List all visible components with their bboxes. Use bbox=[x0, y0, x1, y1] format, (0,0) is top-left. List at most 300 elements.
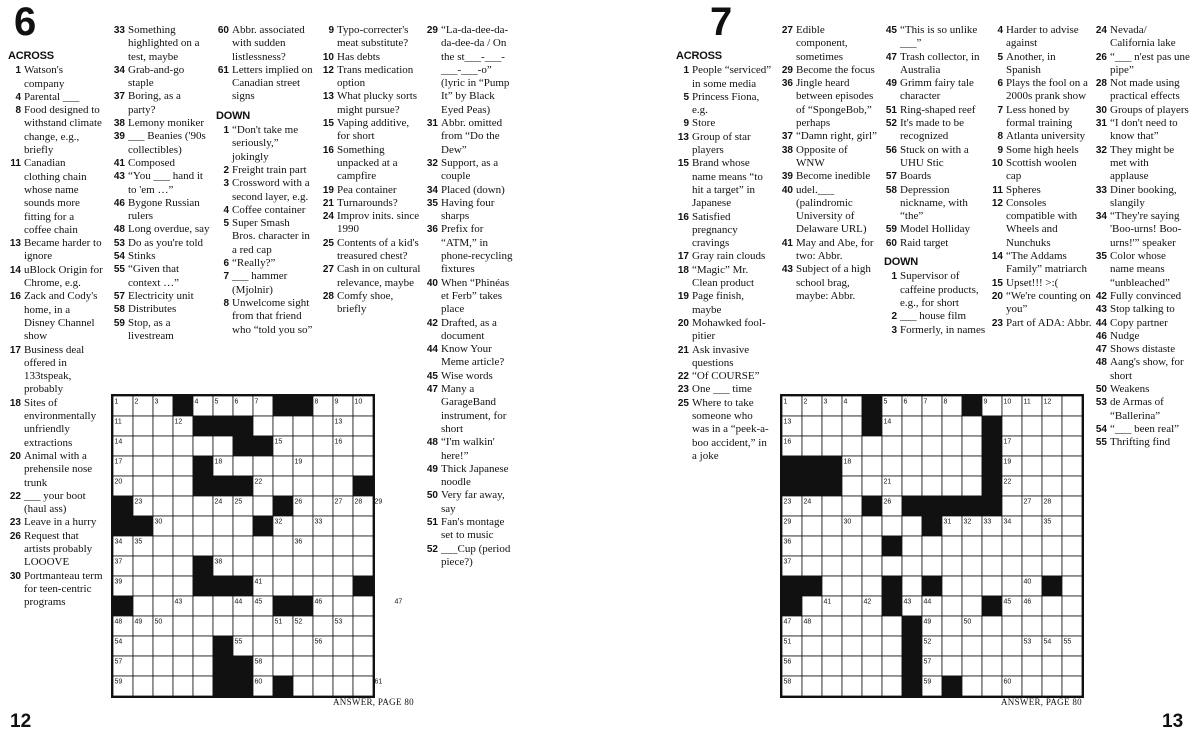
right-down-clue-26[interactable] bbox=[1094, 51, 1190, 78]
right-down-clue-8[interactable] bbox=[990, 130, 1092, 143]
left-across-clue-4[interactable] bbox=[8, 91, 104, 104]
answer-cell[interactable] bbox=[822, 616, 842, 636]
left-down-clue-10[interactable] bbox=[321, 51, 421, 64]
right-down-clue-6[interactable] bbox=[990, 77, 1092, 104]
answer-cell[interactable] bbox=[1042, 476, 1062, 496]
answer-cell[interactable] bbox=[962, 536, 982, 556]
answer-cell[interactable] bbox=[353, 656, 373, 676]
right-across-clue-38[interactable] bbox=[780, 144, 878, 171]
right-down-clue-35[interactable] bbox=[1094, 250, 1190, 290]
left-across-clue-48[interactable] bbox=[112, 223, 210, 236]
right-down-clue-53[interactable] bbox=[1094, 396, 1190, 423]
answer-cell[interactable] bbox=[1022, 676, 1042, 696]
answer-cell[interactable] bbox=[133, 416, 153, 436]
answer-cell[interactable] bbox=[333, 576, 353, 596]
right-across-clue-39[interactable] bbox=[780, 170, 878, 183]
answer-cell[interactable] bbox=[153, 596, 173, 616]
answer-cell[interactable] bbox=[1062, 536, 1082, 556]
left-across-clue-58[interactable] bbox=[112, 303, 210, 316]
left-across-clue-11[interactable] bbox=[8, 157, 104, 237]
right-down-clue-47[interactable] bbox=[1094, 343, 1190, 356]
answer-cell[interactable] bbox=[942, 436, 962, 456]
answer-cell[interactable] bbox=[862, 576, 882, 596]
answer-cell[interactable] bbox=[802, 596, 822, 616]
left-down-clue-2[interactable] bbox=[216, 164, 316, 177]
answer-cell[interactable] bbox=[862, 456, 882, 476]
answer-cell[interactable] bbox=[902, 536, 922, 556]
answer-cell[interactable] bbox=[333, 476, 353, 496]
left-across-clue-1[interactable] bbox=[8, 64, 104, 91]
answer-cell[interactable] bbox=[922, 416, 942, 436]
right-down-clue-44[interactable] bbox=[1094, 317, 1190, 330]
answer-cell[interactable] bbox=[942, 656, 962, 676]
answer-cell[interactable] bbox=[842, 556, 862, 576]
answer-cell[interactable] bbox=[922, 436, 942, 456]
answer-cell[interactable] bbox=[353, 636, 373, 656]
answer-cell[interactable] bbox=[962, 656, 982, 676]
answer-cell[interactable] bbox=[842, 676, 862, 696]
answer-cell[interactable] bbox=[882, 636, 902, 656]
right-across-clue-9[interactable] bbox=[676, 117, 772, 130]
answer-cell[interactable] bbox=[842, 496, 862, 516]
answer-cell[interactable] bbox=[313, 616, 333, 636]
left-down-clue-31[interactable] bbox=[425, 117, 517, 157]
right-across-clue-43[interactable] bbox=[780, 263, 878, 303]
answer-cell[interactable] bbox=[882, 516, 902, 536]
left-down-clue-6[interactable] bbox=[216, 257, 316, 270]
right-down-clue-15[interactable] bbox=[990, 277, 1092, 290]
answer-cell[interactable] bbox=[862, 436, 882, 456]
answer-cell[interactable] bbox=[1002, 496, 1022, 516]
answer-cell[interactable] bbox=[153, 456, 173, 476]
left-across-clue-46[interactable] bbox=[112, 197, 210, 224]
answer-cell[interactable] bbox=[1062, 596, 1082, 616]
answer-cell[interactable] bbox=[133, 636, 153, 656]
right-across-clue-17[interactable] bbox=[676, 250, 772, 263]
answer-cell[interactable] bbox=[313, 476, 333, 496]
left-across-clue-57[interactable] bbox=[112, 290, 210, 303]
answer-cell[interactable] bbox=[942, 476, 962, 496]
answer-cell[interactable] bbox=[862, 636, 882, 656]
answer-cell[interactable] bbox=[942, 456, 962, 476]
answer-cell[interactable] bbox=[353, 436, 373, 456]
answer-cell[interactable] bbox=[133, 556, 153, 576]
answer-cell[interactable] bbox=[133, 476, 153, 496]
answer-cell[interactable] bbox=[173, 436, 193, 456]
answer-cell[interactable] bbox=[1002, 416, 1022, 436]
answer-cell[interactable] bbox=[1062, 656, 1082, 676]
answer-cell[interactable] bbox=[253, 556, 273, 576]
answer-cell[interactable] bbox=[153, 576, 173, 596]
answer-cell[interactable] bbox=[842, 576, 862, 596]
left-down-clue-8[interactable] bbox=[216, 297, 316, 337]
answer-cell[interactable] bbox=[273, 416, 293, 436]
answer-cell[interactable] bbox=[313, 576, 333, 596]
answer-cell[interactable] bbox=[233, 536, 253, 556]
answer-cell[interactable] bbox=[1022, 436, 1042, 456]
answer-cell[interactable] bbox=[942, 616, 962, 636]
answer-cell[interactable] bbox=[1022, 476, 1042, 496]
answer-cell[interactable] bbox=[1062, 576, 1082, 596]
answer-cell[interactable] bbox=[962, 676, 982, 696]
answer-cell[interactable] bbox=[962, 576, 982, 596]
answer-cell[interactable] bbox=[1062, 616, 1082, 636]
answer-cell[interactable] bbox=[213, 616, 233, 636]
answer-cell[interactable] bbox=[1042, 456, 1062, 476]
answer-cell[interactable] bbox=[882, 556, 902, 576]
answer-cell[interactable] bbox=[153, 496, 173, 516]
answer-cell[interactable] bbox=[133, 676, 153, 696]
answer-cell[interactable] bbox=[273, 456, 293, 476]
answer-cell[interactable] bbox=[1042, 556, 1062, 576]
answer-cell[interactable] bbox=[153, 416, 173, 436]
left-down-clue-34[interactable] bbox=[425, 184, 517, 197]
answer-cell[interactable] bbox=[253, 636, 273, 656]
left-down-clue-7[interactable] bbox=[216, 270, 316, 297]
right-down-clue-23[interactable] bbox=[990, 317, 1092, 330]
left-down-clue-42[interactable] bbox=[425, 317, 517, 344]
answer-cell[interactable] bbox=[862, 676, 882, 696]
right-across-clue-5[interactable] bbox=[676, 91, 772, 118]
left-down-clue-45[interactable] bbox=[425, 370, 517, 383]
answer-cell[interactable] bbox=[213, 516, 233, 536]
answer-cell[interactable] bbox=[333, 596, 353, 616]
answer-cell[interactable] bbox=[193, 516, 213, 536]
answer-cell[interactable] bbox=[1002, 536, 1022, 556]
left-down-clue-1[interactable] bbox=[216, 124, 316, 164]
answer-cell[interactable] bbox=[902, 516, 922, 536]
answer-cell[interactable] bbox=[882, 616, 902, 636]
right-across-clue-49[interactable] bbox=[884, 77, 986, 104]
answer-cell[interactable] bbox=[1062, 416, 1082, 436]
right-down-clue-46[interactable] bbox=[1094, 330, 1190, 343]
answer-cell[interactable] bbox=[1002, 576, 1022, 596]
left-across-clue-43[interactable] bbox=[112, 170, 210, 197]
answer-cell[interactable] bbox=[1062, 436, 1082, 456]
answer-cell[interactable] bbox=[962, 436, 982, 456]
answer-cell[interactable] bbox=[233, 456, 253, 476]
answer-cell[interactable] bbox=[822, 636, 842, 656]
answer-cell[interactable] bbox=[193, 656, 213, 676]
answer-cell[interactable] bbox=[193, 436, 213, 456]
answer-cell[interactable] bbox=[982, 656, 1002, 676]
left-down-clue-28[interactable] bbox=[321, 290, 421, 317]
right-across-clue-23[interactable] bbox=[676, 383, 772, 396]
right-down-clue-34[interactable] bbox=[1094, 210, 1190, 250]
answer-cell[interactable] bbox=[353, 616, 373, 636]
answer-cell[interactable] bbox=[882, 676, 902, 696]
answer-cell[interactable] bbox=[922, 556, 942, 576]
left-down-clue-15[interactable] bbox=[321, 117, 421, 144]
answer-cell[interactable] bbox=[1062, 556, 1082, 576]
answer-cell[interactable] bbox=[842, 436, 862, 456]
left-across-clue-18[interactable] bbox=[8, 397, 104, 450]
right-down-clue-20[interactable] bbox=[990, 290, 1092, 317]
right-across-clue-40[interactable] bbox=[780, 184, 878, 237]
answer-cell[interactable] bbox=[313, 676, 333, 696]
answer-cell[interactable] bbox=[1062, 676, 1082, 696]
answer-cell[interactable] bbox=[822, 496, 842, 516]
answer-cell[interactable] bbox=[1062, 476, 1082, 496]
answer-cell[interactable] bbox=[273, 476, 293, 496]
right-down-clue-24[interactable] bbox=[1094, 24, 1190, 51]
left-down-clue-36[interactable] bbox=[425, 223, 517, 276]
right-across-clue-57[interactable] bbox=[884, 170, 986, 183]
answer-cell[interactable] bbox=[1042, 656, 1062, 676]
answer-cell[interactable] bbox=[253, 456, 273, 476]
answer-cell[interactable] bbox=[942, 576, 962, 596]
right-down-clue-2[interactable] bbox=[884, 310, 986, 323]
answer-cell[interactable] bbox=[902, 576, 922, 596]
answer-cell[interactable] bbox=[293, 656, 313, 676]
left-down-clue-40[interactable] bbox=[425, 277, 517, 317]
answer-cell[interactable] bbox=[802, 536, 822, 556]
answer-cell[interactable] bbox=[173, 656, 193, 676]
answer-cell[interactable] bbox=[902, 416, 922, 436]
answer-cell[interactable] bbox=[802, 556, 822, 576]
answer-cell[interactable] bbox=[333, 656, 353, 676]
right-down-clue-42[interactable] bbox=[1094, 290, 1190, 303]
answer-cell[interactable] bbox=[333, 636, 353, 656]
right-down-clue-3[interactable] bbox=[884, 324, 986, 337]
answer-cell[interactable] bbox=[353, 596, 373, 616]
answer-cell[interactable] bbox=[862, 556, 882, 576]
answer-cell[interactable] bbox=[273, 556, 293, 576]
answer-cell[interactable] bbox=[233, 556, 253, 576]
answer-cell[interactable] bbox=[213, 596, 233, 616]
answer-cell[interactable] bbox=[862, 516, 882, 536]
left-down-clue-19[interactable] bbox=[321, 184, 421, 197]
answer-cell[interactable] bbox=[313, 436, 333, 456]
answer-cell[interactable] bbox=[313, 536, 333, 556]
left-across-clue-54[interactable] bbox=[112, 250, 210, 263]
right-across-clue-59[interactable] bbox=[884, 223, 986, 236]
answer-cell[interactable] bbox=[333, 516, 353, 536]
answer-cell[interactable] bbox=[1062, 456, 1082, 476]
right-down-clue-11[interactable] bbox=[990, 184, 1092, 197]
answer-cell[interactable] bbox=[173, 556, 193, 576]
answer-cell[interactable] bbox=[333, 556, 353, 576]
answer-cell[interactable] bbox=[293, 516, 313, 536]
answer-cell[interactable] bbox=[922, 476, 942, 496]
answer-cell[interactable] bbox=[353, 416, 373, 436]
answer-cell[interactable] bbox=[213, 436, 233, 456]
answer-cell[interactable] bbox=[802, 636, 822, 656]
answer-cell[interactable] bbox=[982, 576, 1002, 596]
left-down-clue-48[interactable] bbox=[425, 436, 517, 463]
answer-cell[interactable] bbox=[982, 536, 1002, 556]
answer-cell[interactable] bbox=[353, 536, 373, 556]
right-across-clue-41[interactable] bbox=[780, 237, 878, 264]
right-across-clue-21[interactable] bbox=[676, 344, 772, 371]
answer-cell[interactable] bbox=[233, 516, 253, 536]
answer-cell[interactable] bbox=[1042, 536, 1062, 556]
left-down-clue-27[interactable] bbox=[321, 263, 421, 290]
answer-cell[interactable] bbox=[193, 636, 213, 656]
right-down-clue-1[interactable] bbox=[884, 270, 986, 310]
right-across-clue-45[interactable] bbox=[884, 24, 986, 51]
answer-cell[interactable] bbox=[293, 676, 313, 696]
answer-cell[interactable] bbox=[842, 636, 862, 656]
answer-cell[interactable] bbox=[802, 676, 822, 696]
left-across-clue-20[interactable] bbox=[8, 450, 104, 490]
answer-cell[interactable] bbox=[822, 656, 842, 676]
answer-cell[interactable] bbox=[1022, 516, 1042, 536]
left-down-clue-16[interactable] bbox=[321, 144, 421, 184]
answer-cell[interactable] bbox=[822, 556, 842, 576]
answer-cell[interactable] bbox=[922, 456, 942, 476]
answer-cell[interactable] bbox=[313, 556, 333, 576]
answer-cell[interactable] bbox=[273, 576, 293, 596]
answer-cell[interactable] bbox=[173, 456, 193, 476]
left-across-clue-37[interactable] bbox=[112, 90, 210, 117]
left-across-clue-33[interactable] bbox=[112, 24, 210, 64]
answer-cell[interactable] bbox=[822, 516, 842, 536]
answer-cell[interactable] bbox=[862, 616, 882, 636]
answer-cell[interactable] bbox=[273, 636, 293, 656]
answer-cell[interactable] bbox=[822, 416, 842, 436]
answer-cell[interactable] bbox=[173, 616, 193, 636]
left-across-clue-55[interactable] bbox=[112, 263, 210, 290]
answer-cell[interactable] bbox=[173, 476, 193, 496]
answer-cell[interactable] bbox=[253, 616, 273, 636]
right-down-clue-31[interactable] bbox=[1094, 117, 1190, 144]
answer-cell[interactable] bbox=[982, 616, 1002, 636]
answer-cell[interactable] bbox=[822, 536, 842, 556]
answer-cell[interactable] bbox=[802, 416, 822, 436]
answer-cell[interactable] bbox=[1062, 516, 1082, 536]
answer-cell[interactable] bbox=[902, 556, 922, 576]
left-down-clue-50[interactable] bbox=[425, 489, 517, 516]
left-down-clue-44[interactable] bbox=[425, 343, 517, 370]
answer-cell[interactable] bbox=[293, 416, 313, 436]
answer-cell[interactable] bbox=[313, 416, 333, 436]
left-down-clue-49[interactable] bbox=[425, 463, 517, 490]
left-across-clue-14[interactable] bbox=[8, 264, 104, 291]
answer-cell[interactable] bbox=[822, 436, 842, 456]
answer-cell[interactable] bbox=[942, 536, 962, 556]
left-down-clue-9[interactable] bbox=[321, 24, 421, 51]
right-down-clue-30[interactable] bbox=[1094, 104, 1190, 117]
answer-cell[interactable] bbox=[133, 656, 153, 676]
right-across-clue-1[interactable] bbox=[676, 64, 772, 91]
answer-cell[interactable] bbox=[233, 616, 253, 636]
right-across-clue-19[interactable] bbox=[676, 290, 772, 317]
answer-cell[interactable] bbox=[802, 516, 822, 536]
left-across-clue-22[interactable] bbox=[8, 490, 104, 517]
answer-cell[interactable] bbox=[842, 416, 862, 436]
left-down-clue-21[interactable] bbox=[321, 197, 421, 210]
answer-cell[interactable] bbox=[842, 656, 862, 676]
answer-cell[interactable] bbox=[802, 656, 822, 676]
answer-cell[interactable] bbox=[153, 436, 173, 456]
answer-cell[interactable] bbox=[902, 436, 922, 456]
answer-cell[interactable] bbox=[862, 536, 882, 556]
answer-cell[interactable] bbox=[153, 476, 173, 496]
answer-cell[interactable] bbox=[353, 516, 373, 536]
answer-cell[interactable] bbox=[962, 596, 982, 616]
answer-cell[interactable] bbox=[133, 456, 153, 476]
answer-cell[interactable] bbox=[173, 496, 193, 516]
right-down-clue-5[interactable] bbox=[990, 51, 1092, 78]
answer-cell[interactable] bbox=[1042, 676, 1062, 696]
answer-cell[interactable] bbox=[313, 496, 333, 516]
answer-cell[interactable] bbox=[133, 596, 153, 616]
answer-cell[interactable] bbox=[1062, 496, 1082, 516]
answer-cell[interactable] bbox=[333, 456, 353, 476]
right-across-clue-20[interactable] bbox=[676, 317, 772, 344]
answer-cell[interactable] bbox=[942, 596, 962, 616]
answer-cell[interactable] bbox=[153, 556, 173, 576]
left-down-clue-4[interactable] bbox=[216, 204, 316, 217]
answer-cell[interactable] bbox=[962, 476, 982, 496]
left-down-clue-52[interactable] bbox=[425, 543, 517, 570]
left-across-clue-38[interactable] bbox=[112, 117, 210, 130]
answer-cell[interactable] bbox=[353, 556, 373, 576]
left-down-clue-32[interactable] bbox=[425, 157, 517, 184]
right-across-clue-51[interactable] bbox=[884, 104, 986, 117]
answer-cell[interactable] bbox=[213, 536, 233, 556]
answer-cell[interactable] bbox=[173, 516, 193, 536]
left-down-clue-5[interactable] bbox=[216, 217, 316, 257]
answer-cell[interactable] bbox=[273, 656, 293, 676]
answer-cell[interactable] bbox=[153, 636, 173, 656]
right-down-clue-12[interactable] bbox=[990, 197, 1092, 250]
left-down-clue-13[interactable] bbox=[321, 90, 421, 117]
answer-cell[interactable] bbox=[193, 536, 213, 556]
answer-cell[interactable] bbox=[1042, 436, 1062, 456]
answer-cell[interactable] bbox=[1002, 616, 1022, 636]
answer-cell[interactable] bbox=[153, 676, 173, 696]
right-across-clue-60[interactable] bbox=[884, 237, 986, 250]
right-across-clue-27[interactable] bbox=[780, 24, 878, 64]
answer-cell[interactable] bbox=[293, 556, 313, 576]
left-down-clue-51[interactable] bbox=[425, 516, 517, 543]
answer-cell[interactable] bbox=[982, 636, 1002, 656]
right-down-clue-55[interactable] bbox=[1094, 436, 1190, 449]
answer-cell[interactable] bbox=[942, 416, 962, 436]
left-across-clue-17[interactable] bbox=[8, 344, 104, 397]
answer-cell[interactable] bbox=[882, 436, 902, 456]
answer-cell[interactable] bbox=[133, 576, 153, 596]
left-across-clue-61[interactable] bbox=[216, 64, 316, 104]
right-across-clue-29[interactable] bbox=[780, 64, 878, 77]
answer-cell[interactable] bbox=[1022, 656, 1042, 676]
answer-cell[interactable] bbox=[273, 536, 293, 556]
answer-cell[interactable] bbox=[842, 616, 862, 636]
answer-cell[interactable] bbox=[1022, 416, 1042, 436]
answer-cell[interactable] bbox=[1062, 396, 1082, 416]
right-across-clue-36[interactable] bbox=[780, 77, 878, 130]
left-across-clue-13[interactable] bbox=[8, 237, 104, 264]
answer-cell[interactable] bbox=[153, 536, 173, 556]
right-down-clue-28[interactable] bbox=[1094, 77, 1190, 104]
answer-cell[interactable] bbox=[962, 636, 982, 656]
left-down-clue-12[interactable] bbox=[321, 64, 421, 91]
answer-cell[interactable] bbox=[1042, 596, 1062, 616]
right-crossword-grid[interactable] bbox=[780, 394, 1084, 698]
right-down-clue-48[interactable] bbox=[1094, 356, 1190, 383]
answer-cell[interactable] bbox=[193, 496, 213, 516]
answer-cell[interactable] bbox=[962, 416, 982, 436]
right-down-clue-10[interactable] bbox=[990, 157, 1092, 184]
answer-cell[interactable] bbox=[1022, 456, 1042, 476]
right-across-clue-15[interactable] bbox=[676, 157, 772, 210]
answer-cell[interactable] bbox=[253, 496, 273, 516]
answer-cell[interactable] bbox=[133, 436, 153, 456]
left-crossword-grid[interactable] bbox=[111, 394, 403, 698]
left-across-clue-30[interactable] bbox=[8, 570, 104, 610]
